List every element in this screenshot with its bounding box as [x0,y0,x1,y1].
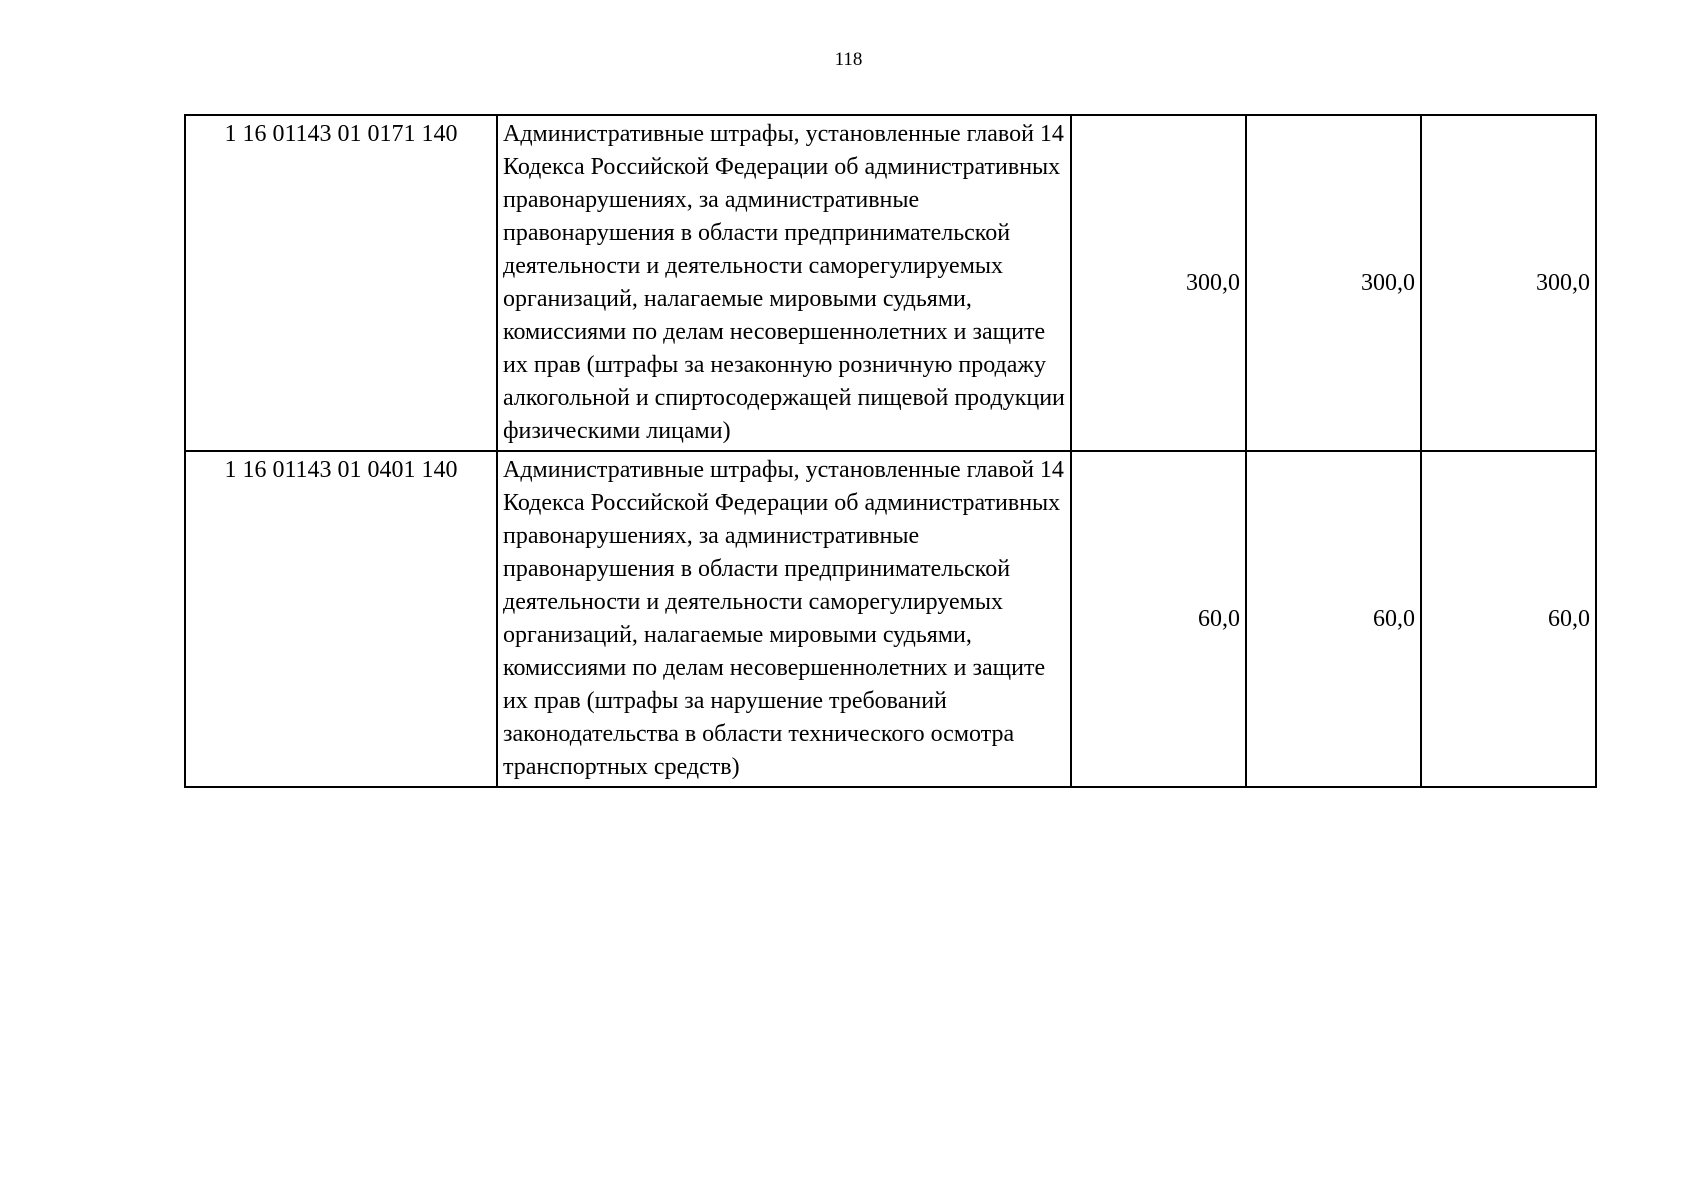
value-cell-year-1: 60,0 [1071,451,1246,787]
table-row [185,451,1596,787]
budget-code-cell: 1 16 01143 01 0401 140 [185,451,497,787]
value-cell-year-2: 60,0 [1246,451,1421,787]
page-number: 118 [834,49,863,70]
table-row [185,115,1596,451]
value-cell-year-3: 60,0 [1421,451,1596,787]
budget-table [184,114,1597,788]
value-cell-year-2: 300,0 [1246,115,1421,451]
budget-code-cell: 1 16 01143 01 0171 140 [185,115,497,451]
description-cell: Административные штрафы, установленные главой 14 Кодекса Российской Федерации об административных правонарушениях, за административные правонарушения в области предпринимательской деятельности и деятельности саморегулируемых организаций, налагаемые мировыми судьями, комиссиями по делам несовершеннолетних и защите их прав (штрафы за незаконную розничную продажу алкогольной и спиртосодержащей пищевой продукции физическими лицами) [497,115,1071,451]
value-cell-year-3: 300,0 [1421,115,1596,451]
description-cell: Административные штрафы, установленные главой 14 Кодекса Российской Федерации об административных правонарушениях, за административные правонарушения в области предпринимательской деятельности и деятельности саморегулируемых организаций, налагаемые мировыми судьями, комиссиями по делам несовершеннолетних и защите их прав (штрафы за нарушение требований законодательства в области технического осмотра транспортных средств) [497,451,1071,787]
value-cell-year-1: 300,0 [1071,115,1246,451]
